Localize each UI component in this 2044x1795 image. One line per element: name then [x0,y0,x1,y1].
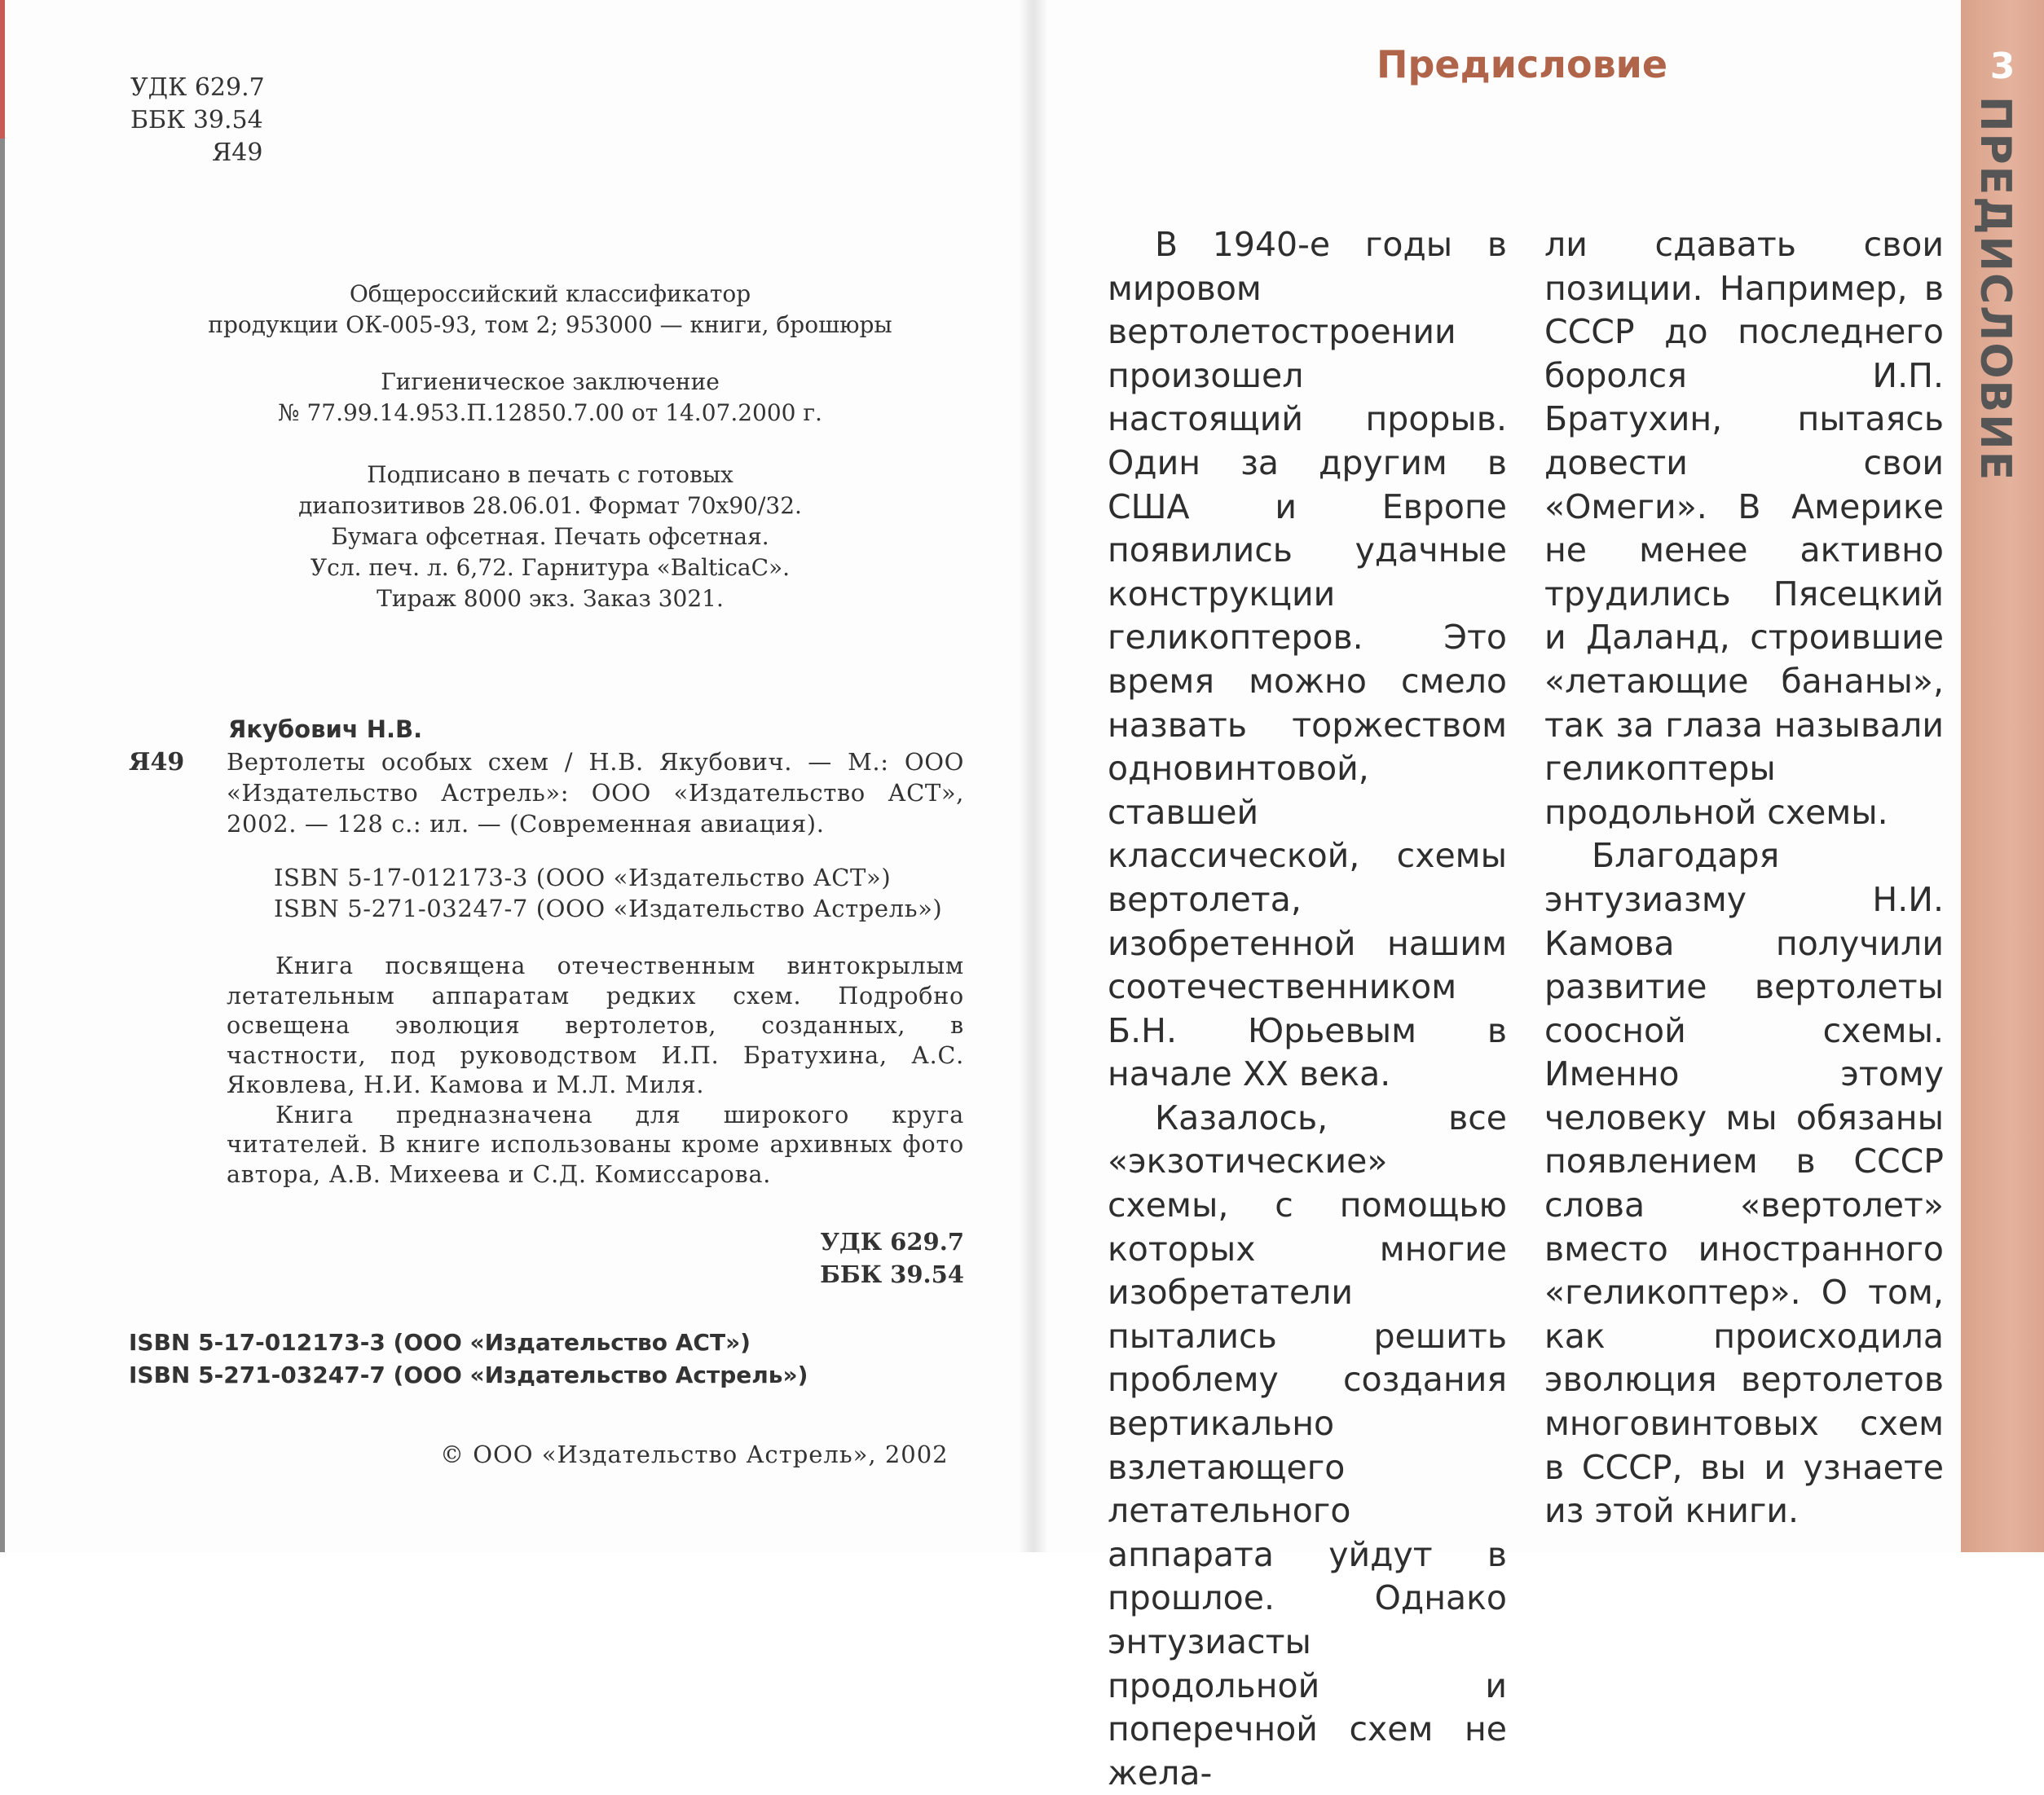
page-edge [0,0,5,1552]
book-gutter [1019,0,1048,1552]
chapter-title: Предисловие [1377,42,1668,86]
printing-info [196,460,905,614]
body-paragraph: В 1940-е годы в мировом вертолетостроении произошел настоящий прорыв. Один за другим в США и Европе появились удачные конструкции геликоптеров. Это время можно смело назвать торжеством одновинтовой, ставшей классической, схемы вертолета, изобретенной нашим соотечественником Б.Н. Юрьевым в начале XX века. [1108,225,1507,1094]
biblio-isbn-list [274,862,942,924]
printing-line: Бумага офсетная. Печать офсетная. [331,523,769,550]
biblio-description: Вертолеты особых схем / Н.В. Якубович. — М.: ООО «Издательство Астрель»: ООО «Издательство АСТ», 2002. — 128 с.: ил. — (Современная авиация). [227,748,964,838]
body-paragraph: Казалось, все «экзотические» схемы, с помощью которых многие изобретатели пытались решить проблему создания вертикально взлетающего летательного аппарата уйдут в прошлое. Однако энтузиасты продольной и поперечной схем не жела- [1108,1098,1507,1793]
page-edge-accent [0,0,5,139]
biblio-codes [659,1225,964,1291]
biblio-udk: УДК 629.7 [820,1228,964,1256]
biblio-code: Я49 [129,748,185,777]
body-paragraph-continuation: ли сдавать свои позиции. Например, в СССР до последнего боролся И.П. Братухин, пытаясь довести свои «Омеги». В Америке не менее активно трудились Пясецкий и Даланд, строившие «летающие бананы», так за глаза называли геликоптеры продольной схемы. [1544,225,1944,832]
printing-line: Усл. печ. л. 6,72. Гарнитура «BalticaC». [310,554,791,581]
hygiene-line: Гигиеническое заключение [381,368,720,395]
hygiene-info [196,367,905,429]
page-number: 3 [1989,46,2015,87]
classifier-line: продукции ОК-005-93, том 2; 953000 — книги, брошюры [208,311,892,338]
text-column-1 [1108,223,1507,1795]
printing-line: диапозитивов 28.06.01. Формат 70х90/32. [298,492,802,519]
hygiene-line: № 77.99.14.953.П.12850.7.00 от 14.07.2000 г. [278,399,822,426]
bbk-code: ББК 39.54 [130,106,263,134]
classifier-info [196,279,905,341]
author-code: Я49 [212,139,263,167]
classification-codes [130,72,265,169]
annotation [227,952,964,1190]
right-page [1031,0,2044,1793]
biblio-author: Якубович Н.В. [228,715,423,743]
udk-code: УДК 629.7 [130,73,265,102]
copyright-notice: © ООО «Издательство Астрель», 2002 [440,1441,949,1468]
isbn-line: ISBN 5-271-03247-7 (ООО «Издательство Астрель») [129,1362,808,1388]
isbn-line: ISBN 5-17-012173-3 (ООО «Издательство АСТ») [129,1329,751,1356]
section-tab-label: ПРЕДИСЛОВИЕ [1971,96,2020,482]
isbn-footer [129,1326,808,1392]
classifier-line: Общероссийский классификатор [349,280,751,307]
biblio-bbk: ББК 39.54 [820,1260,964,1288]
left-page [0,0,1031,1552]
text-column-2 [1544,223,1944,1533]
printing-line: Тираж 8000 экз. Заказ 3021. [377,585,724,612]
annotation-paragraph: Книга посвящена отечественным винтокрылым летательным аппаратам редких схем. Подробно освещена эволюция вертолетов, созданных, в частности, под руководством И.П. Братухина, А.С. Яковлева, Н.И. Камова и М.Л. Миля. [227,952,964,1098]
printing-line: Подписано в печать с готовых [367,461,733,488]
body-paragraph: Благодаря энтузиазму Н.И. Камова получили развитие вертолеты соосной схемы. Именно этому человеку мы обязаны появлением в СССР слова «вертолет» вместо иностранного «геликоптер». О том, как происходила эволюция вертолетов многовинтовых схем в СССР, вы и узнаете из этой книги. [1544,836,1944,1531]
annotation-paragraph: Книга предназначена для широкого круга читателей. В книге использованы кроме архивных фото автора, А.В. Михеева и С.Д. Комиссарова. [227,1101,964,1188]
section-tab [1961,0,2044,1552]
biblio-isbn: ISBN 5-271-03247-7 (ООО «Издательство Астрель») [274,895,943,922]
biblio-isbn: ISBN 5-17-012173-3 (ООО «Издательство АСТ») [274,864,892,891]
